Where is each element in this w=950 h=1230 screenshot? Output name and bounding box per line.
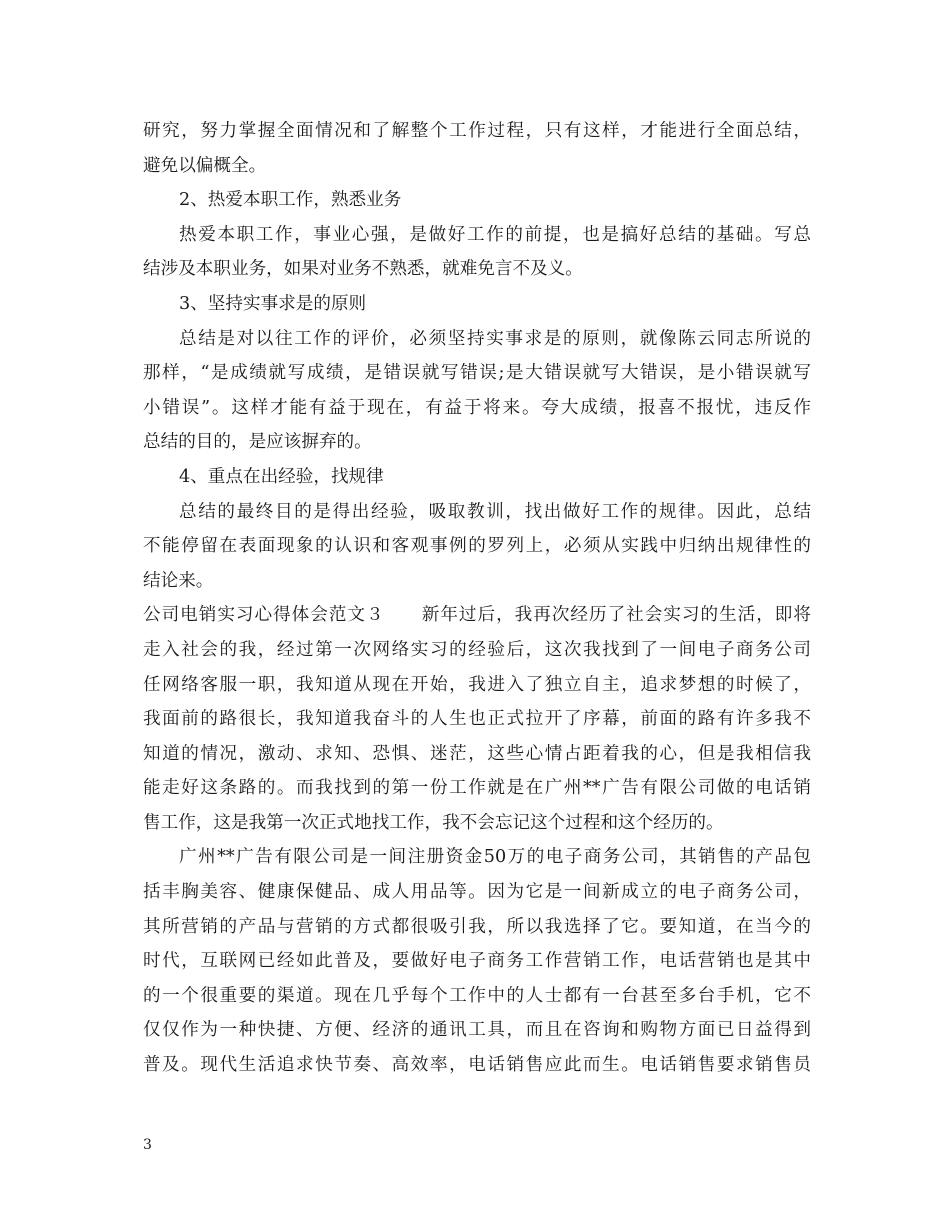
text-line: 时代，互联网已经如此普及，要做好电子商务工作营销工作，电话营销也是其中 <box>143 951 811 972</box>
text-line: 知道的情况，激动、求知、恐惧、迷茫，这些心情占距着我的心，但是我相信我 <box>143 743 811 764</box>
text-line: 能走好这条路的。而我找到的第一份工作就是在广州**广告有限公司做的电话销 <box>143 778 811 799</box>
text-line: 4、重点在出经验，找规律 <box>179 466 384 487</box>
text-line: 仅仅作为一种快捷、方便、经济的通讯工具，而且在咨询和购物方面已日益得到 <box>143 1020 811 1041</box>
text-line: 避免以偏概全。 <box>143 155 267 176</box>
text-line: 其所营销的产品与营销的方式都很吸引我，所以我选择了它。要知道，在当今的 <box>143 916 811 937</box>
text-line: 的一个很重要的渠道。现在几乎每个工作中的人士都有一台甚至多台手机，它不 <box>143 985 811 1006</box>
text-line: 结涉及本职业务，如果对业务不熟悉，就难免言不及义。 <box>143 259 583 280</box>
text-line: 售工作，这是我第一次正式地找工作，我不会忘记这个过程和这个经历的。 <box>143 812 724 833</box>
text-line: 括丰胸美容、健康保健品、成人用品等。因为它是一间新成立的电子商务公司， <box>143 882 811 903</box>
text-line: 走入社会的我，经过第一次网络实习的经验后，这次我找到了一间电子商务公司 <box>143 639 811 660</box>
text-line: 普及。现代生活追求快节奏、高效率，电话销售应此而生。电话销售要求销售员 <box>143 1055 811 1076</box>
text-line: 那样，“是成绩就写成绩，是错误就写错误;是大错误就写大错误，是小错误就写 <box>143 363 811 384</box>
text-line: 不能停留在表面现象的认识和客观事例的罗列上，必须从实践中归纳出规律性的 <box>143 536 811 557</box>
document-body <box>143 114 811 1083</box>
text-line: 研究，努力掌握全面情况和了解整个工作过程，只有这样，才能进行全面总结， <box>143 121 811 141</box>
text-line: 我面前的路很长，我知道我奋斗的人生也正式拉开了序幕，前面的路有许多我不 <box>143 709 811 730</box>
text-line: 总结是对以往工作的评价，必须坚持实事求是的原则，就像陈云同志所说的 <box>179 328 811 349</box>
text-line: 热爱本职工作，事业心强，是做好工作的前提，也是搞好总结的基础。写总 <box>179 224 811 245</box>
text-line: 任网络客服一职，我知道从现在开始，我进入了独立自主，追求梦想的时候了， <box>143 674 811 695</box>
text-line: 总结的最终目的是得出经验，吸取教训，找出做好工作的规律。因此，总结 <box>179 501 811 522</box>
page-number: 3 <box>143 1137 152 1153</box>
text-line: 公司电销实习心得体会范文３ 新年过后，我再次经历了社会实习的生活，即将 <box>143 605 811 626</box>
text-line: 小错误”。这样才能有益于现在，有益于将来。夸大成绩，报喜不报忧，违反作 <box>143 397 811 418</box>
text-line: 2、热爱本职工作，熟悉业务 <box>179 190 402 211</box>
text-line: 广州**广告有限公司是一间注册资金50万的电子商务公司，其销售的产品包 <box>179 847 811 868</box>
text-line: 总结的目的，是应该摒弃的。 <box>143 432 372 453</box>
text-line: 结论来。 <box>143 570 214 591</box>
text-line: 3、坚持实事求是的原则 <box>179 293 367 314</box>
